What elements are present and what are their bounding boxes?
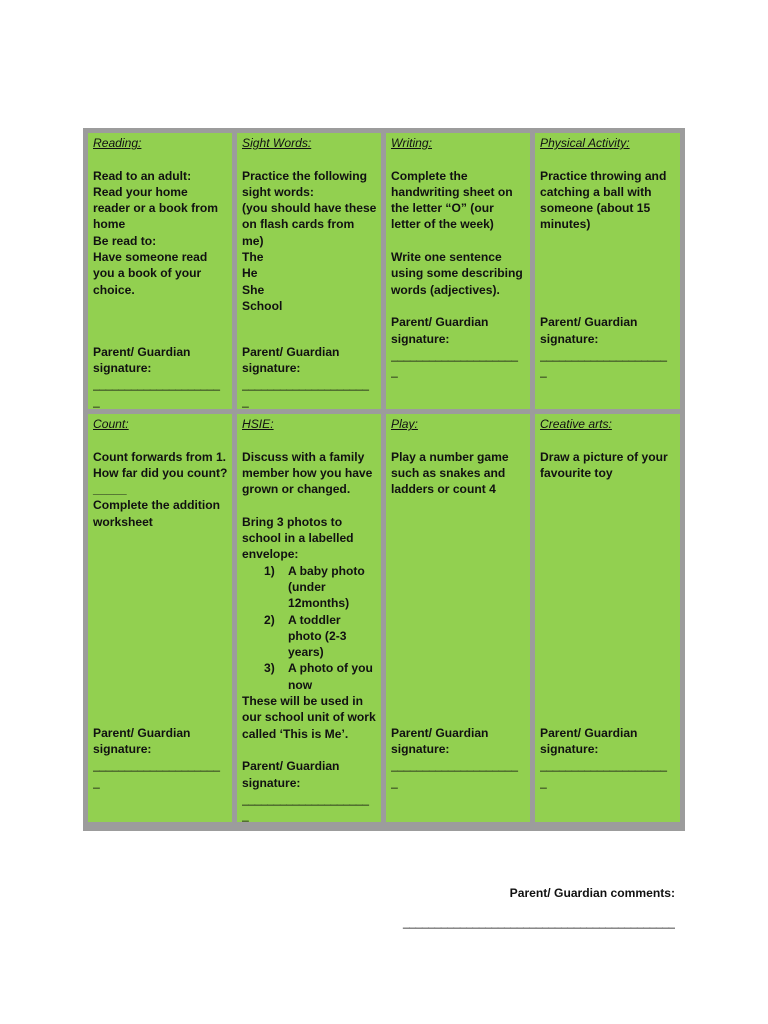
signature-label: Parent/ Guardian	[391, 725, 489, 740]
list-item-line: A toddler	[288, 612, 341, 627]
list-item-line: A baby photo	[288, 563, 365, 578]
cell-line: Practice the following	[242, 168, 367, 183]
signature-label: Parent/ Guardian	[242, 344, 340, 359]
cell-line: Bring 3 photos to	[242, 514, 343, 529]
signature-line[interactable]: ____________________	[540, 347, 667, 362]
cell-line: me)	[242, 233, 264, 248]
cell-line: envelope:	[242, 547, 299, 562]
cell-line: our school unit of work	[242, 710, 376, 725]
cell-line: someone (about 15	[540, 201, 651, 216]
cell-line: Draw a picture of your	[540, 449, 668, 464]
homework-grid	[83, 128, 685, 831]
photo-list	[242, 563, 377, 693]
cell-line: Be read to:	[93, 233, 157, 248]
signature-line-tail: _	[391, 774, 398, 789]
signature-line-tail: _	[391, 364, 398, 379]
cell-line: the letter “O” (our	[391, 201, 494, 216]
cell-line: sight words:	[242, 184, 314, 199]
cell-line: letter of the week)	[391, 217, 494, 232]
signature-label: Parent/ Guardian	[242, 759, 340, 774]
sight-word: The	[242, 250, 264, 265]
cell-title: Writing:	[391, 136, 432, 150]
sight-word: She	[242, 282, 265, 297]
signature-line-tail: _	[242, 393, 249, 408]
cell-line	[242, 497, 377, 513]
signature-line[interactable]: ____________________	[242, 791, 369, 806]
cell-title: Play:	[391, 417, 418, 431]
cell-reading	[88, 133, 232, 409]
signature-label: Parent/ Guardian	[93, 725, 191, 740]
cell-line: on flash cards from	[242, 217, 355, 232]
signature-line-tail: _	[93, 393, 100, 408]
sight-word: He	[242, 266, 258, 281]
cell-title: HSIE:	[242, 417, 274, 431]
count-answer-blank[interactable]: _____	[93, 482, 127, 497]
signature-label: signature:	[242, 361, 301, 376]
list-item	[242, 563, 377, 612]
list-number: 3)	[264, 661, 275, 676]
cell-physical-activity	[535, 133, 680, 409]
cell-line: member how you have	[242, 465, 373, 480]
cell-line: Discuss with a family	[242, 449, 365, 464]
list-number: 1)	[264, 563, 275, 578]
list-item	[242, 612, 377, 661]
cell-writing	[386, 133, 530, 409]
signature-line[interactable]: ____________________	[391, 758, 518, 773]
signature-label: signature:	[93, 361, 152, 376]
signature-label: signature:	[242, 775, 301, 790]
signature-label: signature:	[540, 331, 599, 346]
list-item-line: now	[288, 677, 313, 692]
signature-line[interactable]: ____________________	[242, 377, 369, 392]
signature-line-tail: _	[540, 774, 547, 789]
list-item-line: photo (2-3	[288, 628, 347, 643]
cell-creative-arts	[535, 414, 680, 822]
cell-line: minutes)	[540, 217, 591, 232]
cell-line: Write one sentence	[391, 250, 502, 265]
list-item-line: A photo of you	[288, 661, 373, 676]
cell-line: handwriting sheet on	[391, 184, 513, 199]
cell-title: Creative arts:	[540, 417, 612, 431]
sight-word: School	[242, 298, 283, 313]
signature-label: signature:	[540, 742, 599, 757]
cell-line: How far did you count?	[93, 465, 228, 480]
cell-line: Read your home	[93, 184, 188, 199]
cell-title: Reading:	[93, 136, 142, 150]
list-number: 2)	[264, 612, 275, 627]
cell-line: school in a labelled	[242, 531, 354, 546]
signature-label: Parent/ Guardian	[540, 725, 638, 740]
cell-line: words (adjectives).	[391, 282, 500, 297]
signature-line[interactable]: ____________________	[93, 758, 220, 773]
signature-line[interactable]: ____________________	[93, 377, 220, 392]
list-item-line: 12months)	[288, 596, 350, 611]
signature-label: signature:	[391, 331, 450, 346]
cell-line: ladders or count 4	[391, 482, 496, 497]
signature-label: signature:	[93, 742, 152, 757]
cell-line: using some describing	[391, 266, 523, 281]
signature-label: Parent/ Guardian	[391, 315, 489, 330]
cell-line: you a book of your	[93, 266, 202, 281]
cell-line: catching a ball with	[540, 184, 652, 199]
cell-line: Read to an adult:	[93, 168, 192, 183]
list-item	[242, 660, 377, 693]
cell-title: Sight Words:	[242, 136, 312, 150]
signature-label: signature:	[391, 742, 450, 757]
signature-line-tail: _	[93, 774, 100, 789]
cell-line: Complete the addition	[93, 498, 220, 513]
cell-line: Have someone read	[93, 250, 208, 265]
cell-line: These will be used in	[242, 694, 363, 709]
cell-hsie	[237, 414, 381, 822]
signature-line-tail: _	[540, 364, 547, 379]
cell-line: Practice throwing and	[540, 168, 667, 183]
signature-label: Parent/ Guardian	[93, 344, 191, 359]
cell-line: called ‘This is Me’.	[242, 726, 349, 741]
cell-line: choice.	[93, 282, 135, 297]
cell-title: Physical Activity:	[540, 136, 630, 150]
comments-line[interactable]: ___________________________________________	[402, 915, 675, 929]
signature-line-tail: _	[242, 808, 249, 822]
cell-line: such as snakes and	[391, 465, 506, 480]
cell-sight-words	[237, 133, 381, 409]
cell-line: worksheet	[93, 514, 153, 529]
cell-line	[391, 233, 526, 249]
cell-count	[88, 414, 232, 822]
cell-play	[386, 414, 530, 822]
signature-line[interactable]: ____________________	[391, 347, 518, 362]
signature-label: Parent/ Guardian	[540, 315, 638, 330]
cell-title: Count:	[93, 417, 129, 431]
cell-line: Complete the	[391, 168, 468, 183]
cell-line: Play a number game	[391, 449, 509, 464]
cell-line: Count forwards from 1.	[93, 449, 227, 464]
cell-line: reader or a book from	[93, 201, 219, 216]
list-item-line: (under	[288, 579, 326, 594]
cell-line: (you should have these	[242, 201, 377, 216]
cell-line: home	[93, 217, 126, 232]
cell-line: favourite toy	[540, 465, 613, 480]
comments-label: Parent/ Guardian comments:	[509, 886, 675, 900]
signature-line[interactable]: ____________________	[540, 758, 667, 773]
cell-line: grown or changed.	[242, 482, 351, 497]
list-item-line: years)	[288, 645, 324, 660]
